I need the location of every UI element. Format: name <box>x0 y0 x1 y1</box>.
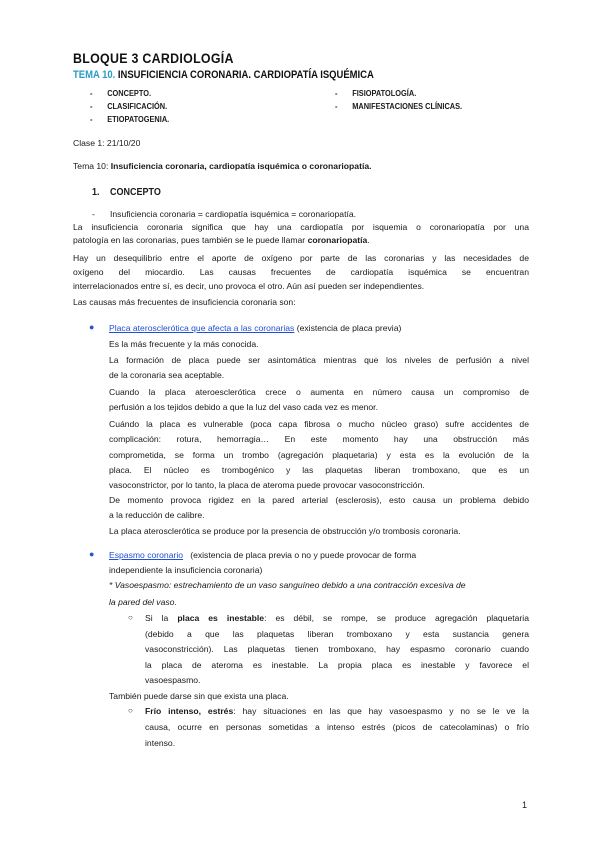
sub-item-text: intenso. <box>145 738 176 748</box>
bullet-icon: ● <box>89 549 95 559</box>
toc-item: - CLASIFICACIÓN. <box>90 101 168 111</box>
page-number: 1 <box>521 800 527 810</box>
block-title: BLOQUE 3 CARDIOLOGÍA <box>73 51 234 66</box>
cause-heading: Placa aterosclerótica que afecta a las coronarias (existencia de placa previa) <box>109 323 402 333</box>
paragraph-line: La insuficiencia coronaria significa que hay una cardiopatía por isquemia o coronariopatía por una <box>73 222 529 232</box>
tema-title: INSUFICIENCIA CORONARIA. CARDIOPATÍA ISQUÉMICA <box>117 69 374 81</box>
tema-number: TEMA 10. <box>73 69 116 81</box>
cause-text: de la coronaria sea aceptable. <box>109 370 225 380</box>
cause-text: independiente la insuficiencia coronaria) <box>109 565 263 575</box>
toc-item: - FISIOPATOLOGÍA. <box>335 88 417 98</box>
sub-item-text: causa, ocurre en personas sometidas a intenso estrés (picos de catecolaminas) o frío <box>145 722 529 732</box>
cause-text: La placa aterosclerótica se produce por la presencia de obstrucción y/o trombosis coronaria. <box>109 526 461 536</box>
circle-bullet-icon: ○ <box>128 613 133 622</box>
sub-item-text: Si la placa es inestable: es débil, se rompe, se produce agregación plaquetaria <box>145 613 529 623</box>
cause-text: Es la más frecuente y la más conocida. <box>109 339 259 349</box>
cause-text: Cuando la placa ateroesclerótica crece o aumenta en número causa un compromiso de <box>109 387 529 397</box>
section-heading: 1. CONCEPTO <box>92 187 161 198</box>
sub-item-text: (debido a que las plaquetas liberan tromboxano y esta sustancia genera <box>145 629 529 639</box>
toc-item: - ETIOPATOGENIA. <box>90 114 170 124</box>
circle-bullet-icon: ○ <box>128 706 133 715</box>
tema-heading <box>73 69 374 81</box>
sub-item-text: la placa de ateroma es inestable. La propia placa es inestable y favorece el <box>145 660 529 670</box>
cause-link[interactable]: Espasmo coronario <box>109 550 184 560</box>
cause-heading: Espasmo coronario (existencia de placa previa o no y puede provocar de forma <box>109 550 417 560</box>
cause-text: vasoconstrictor, por lo tanto, la placa de ateroma puede provocar vasoconstricción. <box>109 480 425 490</box>
sub-item-text: vasoconstricción). Las plaquetas tienen tromboxano, hay espasmo coronario cuando <box>145 644 529 654</box>
toc-item: - MANIFESTACIONES CLÍNICAS. <box>335 101 463 111</box>
paragraph-line: interrelacionados entre sí, es decir, uno provoca el otro. Aún así pueden ser independientes. <box>73 281 425 291</box>
bullet-icon: ● <box>89 322 95 332</box>
sub-item-text: Frío intenso, estrés: hay situaciones en las que hay vasoespasmo y no se le ve la <box>145 706 529 716</box>
paragraph-line: Hay un desequilibrio entre el aporte de oxígeno por parte de las coronarias y las necesidades de <box>73 253 529 263</box>
note-text: la pared del vaso. <box>109 597 177 607</box>
paragraph-line: Las causas más frecuentes de insuficiencia coronaria son: <box>73 297 296 307</box>
cause-text: Cuándo la placa es vulnerable (poca capa fibrosa o mucho núcleo graso) sufre accidentes de <box>109 419 529 429</box>
paragraph-line: oxígeno del miocardio. Las causas frecuentes de cardiopatía isquémica se encuentran <box>73 267 529 277</box>
definition-line: - Insuficiencia coronaria = cardiopatía isquémica = coronariopatía. <box>92 209 357 219</box>
cause-text: a la reducción de calibre. <box>109 510 205 520</box>
paragraph-line: patología en las coronarias, pues también se le puede llamar coronariopatía. <box>73 235 370 245</box>
cause-text: comprometida, se forma un trombo (agregación plaquetaria) y esta es la evolución de la <box>109 450 529 460</box>
cause-link[interactable]: Placa aterosclerótica que afecta a las coronarias <box>109 323 295 333</box>
tema-intro: Tema 10: Insuficiencia coronaria, cardiopatía isquémica o coronariopatía. <box>73 161 372 171</box>
note-text: * Vasoespasmo: estrechamiento de un vaso sanguíneo debido a una contracción excesiva de <box>109 580 466 590</box>
sub-item-text: vasoespasmo. <box>145 675 201 685</box>
cause-text: También puede darse sin que exista una placa. <box>109 691 289 701</box>
cause-text: De momento provoca rigidez en la pared arterial (esclerosis), esto causa un problema debido <box>109 495 529 505</box>
cause-text: placa. El núcleo es trombogénico y las plaquetas liberan tromboxano, que es un <box>109 465 529 475</box>
class-date: Clase 1: 21/10/20 <box>73 138 141 148</box>
cause-text: complicación: rotura, hemorragia… En este momento hay una obstrucción más <box>109 434 529 444</box>
toc-item: - CONCEPTO. <box>90 88 152 98</box>
cause-text: La formación de placa puede ser asintomática mientras que los niveles de perfusión a nivel <box>109 355 529 365</box>
cause-text: perfusión a los tejidos debido a que la luz del vaso cada vez es menor. <box>109 402 378 412</box>
